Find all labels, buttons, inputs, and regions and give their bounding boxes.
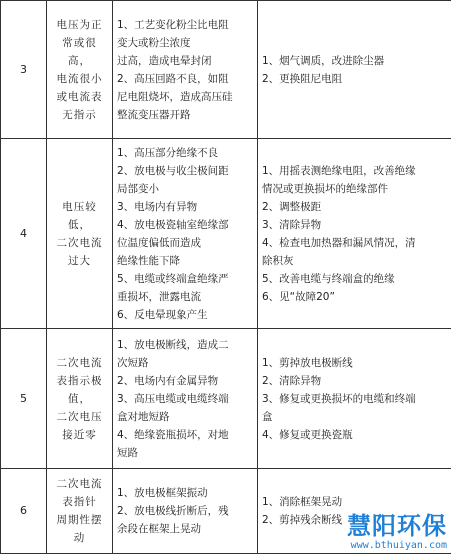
table-row — [1, 1, 451, 139]
remedy-line: 2、剪掉残余断线 — [262, 511, 447, 529]
cause-line: 盒对地短路 — [117, 408, 253, 426]
phenomenon-line: 值， — [51, 390, 108, 408]
phenomenon-line: 电压较 — [51, 198, 108, 216]
watermark-url: www.bthuiyan.com — [347, 540, 447, 551]
cause-line: 过高，造成电晕封闭 — [117, 52, 253, 70]
phenomenon-line: 低， — [51, 216, 108, 234]
fault-causes — [113, 329, 258, 469]
cause-line: 2、放电极与收尘极间距 — [117, 162, 253, 180]
phenomenon-line: 二次电流 — [51, 234, 108, 252]
remedy-line: 3、清除异物 — [262, 216, 447, 234]
fault-phenomenon — [47, 1, 113, 139]
remedy-line: 3、修复或更换损坏的电缆和终端 — [262, 390, 447, 408]
row-number: 5 — [1, 329, 47, 469]
phenomenon-line: 周期性摆 — [51, 511, 108, 529]
cause-line: 4、放电极瓷轴室绝缘部 — [117, 216, 253, 234]
fault-causes — [113, 469, 258, 554]
table-body — [1, 1, 451, 554]
phenomenon-line: 二次电流 — [51, 354, 108, 372]
cause-line: 1、工艺变化粉尘比电阻 — [117, 16, 253, 34]
cause-line: 尼电阻烧坏，造成高压硅 — [117, 88, 253, 106]
remedy-line: 6、见“故障20” — [262, 288, 447, 306]
fault-phenomenon — [47, 139, 113, 329]
remedy-line: 2、调整极距 — [262, 198, 447, 216]
fault-remedies — [258, 139, 451, 329]
remedy-line: 4、检查电加热器和漏风情况，清 — [262, 234, 447, 252]
remedy-line: 情况或更换损坏的绝缘部件 — [262, 180, 447, 198]
row-number: 4 — [1, 139, 47, 329]
phenomenon-line: 或电流表 — [51, 88, 108, 106]
phenomenon-line: 表指示极 — [51, 372, 108, 390]
remedy-line: 5、改善电缆与终端盒的绝缘 — [262, 270, 447, 288]
cause-line: 2、高压回路不良，如阻 — [117, 70, 253, 88]
cause-line: 绝缘性能下降 — [117, 252, 253, 270]
cause-line: 3、电场内有异物 — [117, 198, 253, 216]
row-number: 6 — [1, 469, 47, 554]
remedy-line: 4、修复或更换瓷瓶 — [262, 426, 447, 444]
cause-line: 1、高压部分绝缘不良 — [117, 144, 253, 162]
cause-line: 次短路 — [117, 354, 253, 372]
cause-line: 局部变小 — [117, 180, 253, 198]
remedy-line: 2、清除异物 — [262, 372, 447, 390]
cause-line: 1、放电极框架振动 — [117, 484, 253, 502]
watermark-name: 慧阳环保 — [347, 512, 447, 540]
fault-causes — [113, 139, 258, 329]
cause-line: 余段在框架上晃动 — [117, 520, 253, 538]
row-number: 3 — [1, 1, 47, 139]
cause-line: 变大或粉尘浓度 — [117, 34, 253, 52]
fault-remedies — [258, 1, 451, 139]
cause-line: 整流变压器开路 — [117, 106, 253, 124]
table-row — [1, 139, 451, 329]
cause-line: 短路 — [117, 444, 253, 462]
phenomenon-line: 表指针 — [51, 493, 108, 511]
phenomenon-line: 无指示 — [51, 106, 108, 124]
table-row — [1, 329, 451, 469]
phenomenon-line: 二次电流 — [51, 475, 108, 493]
fault-causes — [113, 1, 258, 139]
phenomenon-line: 常或很 — [51, 34, 108, 52]
remedy-line: 1、用摇表测绝缘电阻，改善绝缘 — [262, 162, 447, 180]
remedy-line: 2、更换阻尼电阻 — [262, 70, 447, 88]
remedy-line: 1、烟气调质，改进除尘器 — [262, 52, 447, 70]
fault-phenomenon — [47, 469, 113, 554]
phenomenon-line: 接近零 — [51, 426, 108, 444]
phenomenon-line: 电压为正 — [51, 16, 108, 34]
remedy-line: 盒 — [262, 408, 447, 426]
watermark-logo — [347, 512, 447, 551]
phenomenon-line: 过大 — [51, 252, 108, 270]
phenomenon-line: 二次电压 — [51, 408, 108, 426]
cause-line: 位温度偏低而造成 — [117, 234, 253, 252]
phenomenon-line: 动 — [51, 529, 108, 547]
fault-remedies — [258, 329, 451, 469]
cause-line: 1、放电极断线，造成二 — [117, 336, 253, 354]
cause-line: 2、放电极线折断后，残 — [117, 502, 253, 520]
cause-line: 重损坏，泄露电流 — [117, 288, 253, 306]
phenomenon-line: 高， — [51, 52, 108, 70]
remedy-line: 除积灰 — [262, 252, 447, 270]
phenomenon-line: 电流很小 — [51, 70, 108, 88]
cause-line: 4、绝缘瓷瓶损坏，对地 — [117, 426, 253, 444]
remedy-line: 1、消除框架晃动 — [262, 493, 447, 511]
cause-line: 3、高压电缆或电缆终端 — [117, 390, 253, 408]
cause-line: 2、电场内有金属异物 — [117, 372, 253, 390]
remedy-line: 1、剪掉放电极断线 — [262, 354, 447, 372]
cause-line: 6、反电晕现象产生 — [117, 306, 253, 324]
fault-phenomenon — [47, 329, 113, 469]
cause-line: 5、电缆或终端盒绝缘严 — [117, 270, 253, 288]
